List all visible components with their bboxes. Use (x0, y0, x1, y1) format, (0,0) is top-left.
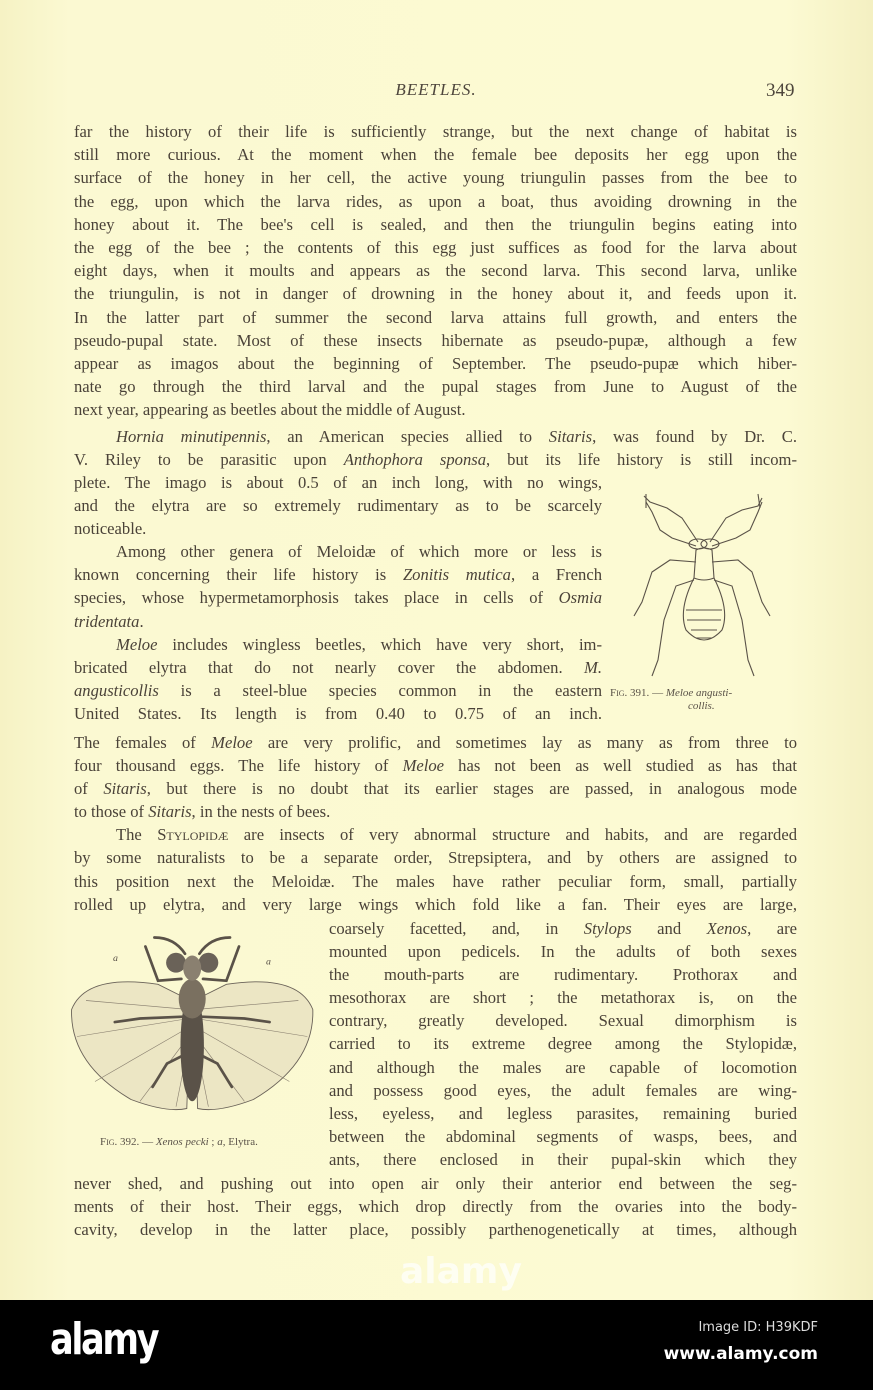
paragraph-block-2 (74, 425, 797, 471)
text-run: and possess good eyes, the adult females are wing- (329, 1080, 797, 1100)
caption-rest: , Elytra. (222, 1136, 258, 1148)
text-line (74, 702, 602, 725)
text-run: of (74, 778, 104, 798)
text-run: has not been as well studied as has that (444, 755, 797, 775)
text-line (74, 352, 797, 375)
italic-term: Osmia (558, 588, 602, 608)
text-line (74, 540, 602, 563)
caption-marker: a (217, 1136, 223, 1148)
text-run: are very prolific, and sometimes lay as many as from three to (252, 732, 797, 752)
text-run: mounted upon pedicels. In the adults of both sexes (329, 941, 797, 961)
text-run: bricated elytra that do not nearly cover the abdomen. (74, 658, 585, 677)
text-run: noticeable. (74, 518, 147, 538)
text-run: nate go through the third larval and the pupal stages from June to August of the (74, 377, 797, 397)
text-line (329, 1125, 797, 1148)
paragraph-block-1 (74, 120, 797, 421)
text-line (74, 846, 797, 869)
text-run: and the elytra are so extremely rudimentary as to be scarcely (74, 495, 602, 515)
italic-term: angusticollis (74, 681, 159, 701)
meloe-beetle-illustration (612, 490, 792, 685)
text-run: The females of (74, 732, 212, 752)
text-run: , but its life history is still incom- (486, 449, 797, 469)
text-line (74, 471, 602, 494)
text-line (74, 800, 797, 823)
text-run: In the latter part of summer the second larva attains full growth, and enters the (74, 307, 797, 327)
text-run: known concerning their life history is (74, 565, 403, 585)
text-run: coarsely facetted, and, in (329, 918, 584, 938)
text-run: ments of their host. Their eggs, which drop directly from the ovaries into the body- (74, 1196, 797, 1216)
figure-caption: Meloe angusti- (665, 687, 733, 699)
text-line (329, 1032, 797, 1055)
text-line (74, 586, 602, 609)
paragraph-block-5 (329, 917, 797, 1172)
figure-species: Xenos pecki (155, 1136, 209, 1148)
italic-term: Meloe (116, 634, 158, 654)
text-line (329, 1102, 797, 1125)
italic-term: Stylops (583, 918, 632, 938)
text-line (329, 1009, 797, 1032)
text-run: includes wingless beetles, which have very short, im- (157, 634, 602, 654)
text-run: United States. Its length is from 0.40 to 0.75 of an inch. (74, 704, 602, 724)
text-run: to those of (74, 802, 149, 822)
text-run: , an American species allied to (266, 426, 549, 446)
text-run: Among other genera of Meloidæ of which more or less is (116, 542, 602, 562)
text-run: plete. The imago is about 0.5 of an inch long, with no wings, (74, 472, 602, 492)
text-run: , a French (510, 565, 602, 585)
italic-term: Meloe (402, 755, 445, 775)
figure-391-caption-cont: collis. (688, 700, 715, 712)
text-line (74, 375, 797, 398)
text-line (74, 494, 602, 517)
text-run: pseudo-pupal state. Most of these insects hibernate as pseudo-pupæ, although a few (74, 330, 797, 350)
text-run: rolled up elytra, and very large wings which fold like a fan. Their eyes are large, (74, 894, 797, 914)
text-line (74, 517, 602, 540)
paragraph-block-4 (74, 731, 797, 917)
text-line (74, 731, 797, 754)
text-run: and (631, 918, 707, 938)
text-line (74, 282, 797, 305)
text-line (74, 656, 602, 679)
text-run: is a steel-blue species common in the eastern (158, 681, 602, 701)
italic-term: Meloe (211, 732, 253, 752)
text-line (74, 823, 797, 846)
text-line (74, 1172, 797, 1195)
text-line (74, 754, 797, 777)
text-run: surface of the honey in her cell, the active young triungulin passes from the bee to (74, 168, 797, 188)
text-run: species, whose hypermetamorphosis takes place in cells of (74, 588, 559, 608)
paragraph-block-3 (74, 471, 602, 726)
italic-term: Zonitis mutica (402, 565, 511, 585)
text-run: the mouth-parts are rudimentary. Prothorax and (329, 964, 797, 984)
paragraph-block-6 (74, 1172, 797, 1242)
text-line (74, 448, 797, 471)
text-run: this position next the Meloidæ. The males have rather peculiar form, small, partially (74, 871, 797, 891)
caption-sep: ; (208, 1136, 218, 1148)
text-line (329, 1079, 797, 1102)
text-run: never shed, and pushing out into open air only their anterior end between the seg- (74, 1173, 797, 1193)
italic-term: Sitaris (148, 802, 192, 822)
text-run: between the abdominal segments of wasps, bees, and (329, 1127, 797, 1147)
text-run: The (116, 825, 158, 845)
text-run: ants, there enclosed in their pupal-skin which they (329, 1150, 797, 1170)
image-id: Image ID: H39KDF (698, 1320, 818, 1335)
italic-term: tridentata (74, 611, 140, 631)
text-run: eight days, when it moults and appears as the second larva. This second larva, unlike (74, 261, 797, 281)
text-run: the triungulin, is not in danger of drowning in the honey about it, and feeds upon it. (74, 284, 797, 304)
figure-391-caption (610, 687, 732, 699)
figure-392-caption (100, 1136, 258, 1148)
figure-label: Fig. 391. (610, 687, 650, 699)
text-run: carried to its extreme degree among the Stylopidæ, (329, 1034, 797, 1054)
text-run: , in the nests of bees. (191, 802, 331, 822)
text-run: , but there is no doubt that its earlier stages are passed, in analogous mode (146, 778, 797, 798)
text-run: four thousand eggs. The life history of (74, 755, 403, 775)
text-line (74, 425, 797, 448)
italic-term: Anthophora sponsa (343, 449, 487, 469)
text-line (74, 563, 602, 586)
italic-term: Xenos (706, 918, 748, 938)
text-line (74, 870, 797, 893)
text-line (74, 329, 797, 352)
text-line (329, 1148, 797, 1171)
text-line (74, 610, 602, 633)
watermark: alamy (400, 1251, 522, 1292)
text-run: the egg, upon which the larva rides, as upon a boat, thus avoiding drowning in the (74, 191, 797, 211)
elytra-marker-left: a (113, 952, 118, 964)
text-run: honey about it. The bee's cell is sealed, and then the triungulin begins eating into (74, 214, 797, 234)
text-line (329, 963, 797, 986)
text-line (329, 986, 797, 1009)
page-number: 349 (766, 80, 795, 101)
caption-dash: — (649, 687, 666, 699)
text-run: cavity, develop in the latter place, possibly parthenogenetically at times, although (74, 1219, 797, 1239)
italic-term: Sitaris (548, 426, 593, 446)
italic-term: Sitaris (103, 778, 147, 798)
text-line (74, 166, 797, 189)
text-line (329, 917, 797, 940)
text-run: . (139, 611, 144, 631)
website-link[interactable]: www.alamy.com (663, 1344, 818, 1364)
italic-term: M. (584, 658, 602, 677)
text-line (329, 940, 797, 963)
text-line (74, 306, 797, 329)
elytra-marker-right: a (266, 956, 271, 968)
text-line (74, 143, 797, 166)
small-caps-term: Stylopidæ (157, 825, 229, 845)
text-line (74, 1218, 797, 1241)
text-run: V. Riley to be parasitic upon (74, 449, 344, 469)
text-line (74, 1195, 797, 1218)
text-line (74, 259, 797, 282)
text-line (74, 190, 797, 213)
text-run: , are (747, 918, 797, 938)
text-line (329, 1056, 797, 1079)
text-run: appear as imagos about the beginning of September. The pseudo-pupæ which hiber- (74, 353, 797, 373)
text-run: , was found by Dr. C. (592, 426, 797, 446)
text-run: next year, appearing as beetles about the middle of August. (74, 400, 466, 420)
xenos-pecki-illustration (68, 928, 320, 1118)
text-run: less, eyeless, and legless parasites, remaining buried (329, 1104, 797, 1123)
text-line (74, 213, 797, 236)
italic-term: Hornia minutipennis (116, 426, 267, 446)
text-line (74, 398, 797, 421)
stock-footer-bar (0, 1300, 873, 1390)
text-run: contrary, greatly developed. Sexual dimorphism is (329, 1011, 797, 1031)
text-line (74, 679, 602, 702)
figure-label: Fig. 392. (100, 1136, 140, 1148)
caption-dash: — (139, 1136, 156, 1148)
text-run: far the history of their life is sufficiently strange, but the next change of habitat is (74, 122, 797, 141)
text-run: still more curious. At the moment when the female bee deposits her egg upon the (74, 145, 797, 165)
text-run: the egg of the bee ; the contents of this egg just suffices as food for the larva about (74, 237, 797, 257)
alamy-logo: alamy (50, 1314, 158, 1365)
text-line (74, 633, 602, 656)
text-run: are insects of very abnormal structure and habits, and are regarded (228, 825, 797, 845)
text-line (74, 893, 797, 916)
text-run: and although the males are capable of locomotion (329, 1057, 797, 1077)
running-head: BEETLES. (395, 80, 477, 99)
text-line (74, 777, 797, 800)
text-run: mesothorax are short ; the metathorax is, on the (329, 988, 797, 1008)
text-run: by some naturalists to be a separate order, Strepsiptera, and by others are assigned to (74, 848, 797, 868)
text-line (74, 236, 797, 259)
text-line (74, 120, 797, 143)
